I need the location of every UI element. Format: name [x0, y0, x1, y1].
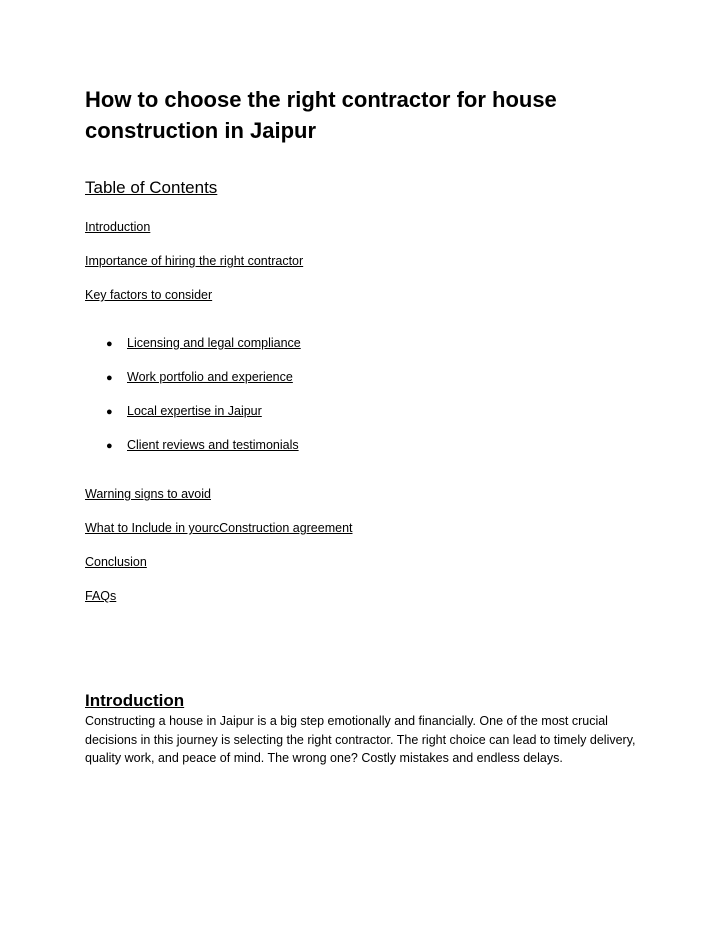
toc-link-warning-signs[interactable]: Warning signs to avoid [85, 487, 211, 501]
bullet-icon: ● [106, 338, 113, 350]
introduction-body: Constructing a house in Jaipur is a big step emotionally and financially. One of the most crucial decisions in this journey is selecting the right contractor. The right choice can lead to timely delivery, quality work, and peace of mind. The wrong one? Costly mistakes and endless delays. [85, 714, 636, 765]
bullet-icon: ● [106, 406, 113, 418]
toc-link-agreement[interactable]: What to Include in yourcConstruction agreement [85, 521, 353, 535]
toc-subitem [106, 403, 262, 420]
toc-link-faqs[interactable]: FAQs [85, 589, 117, 603]
bullet-icon: ● [106, 372, 113, 384]
document-title: How to choose the right contractor for house construction in Jaipur [85, 87, 557, 143]
toc-subitem [106, 335, 301, 352]
toc-heading: Table of Contents [85, 178, 218, 197]
toc-link-introduction[interactable]: Introduction [85, 220, 151, 234]
toc-link-local-expertise[interactable]: Local expertise in Jaipur [127, 404, 262, 418]
toc-link-importance[interactable]: Importance of hiring the right contractor [85, 254, 304, 268]
toc-subitem [106, 437, 299, 454]
toc-link-portfolio[interactable]: Work portfolio and experience [127, 370, 293, 384]
toc-link-key-factors[interactable]: Key factors to consider [85, 288, 213, 302]
toc-link-reviews[interactable]: Client reviews and testimonials [127, 438, 299, 452]
toc-subitem [106, 369, 293, 386]
bullet-icon: ● [106, 440, 113, 452]
toc-link-licensing[interactable]: Licensing and legal compliance [127, 336, 301, 350]
toc-link-conclusion[interactable]: Conclusion [85, 555, 147, 569]
introduction-heading: Introduction [85, 691, 185, 710]
